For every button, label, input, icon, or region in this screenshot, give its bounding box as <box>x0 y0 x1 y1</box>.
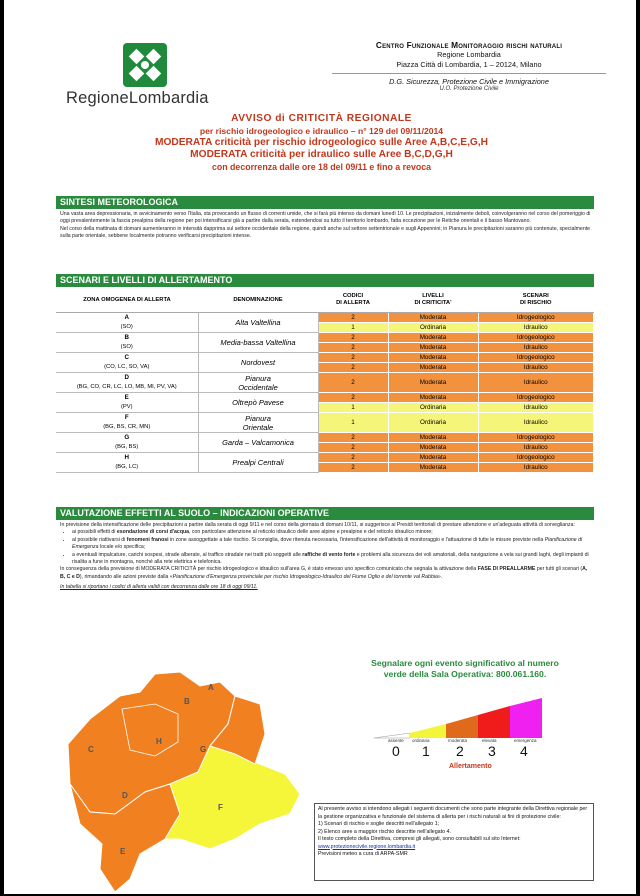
title-line-3: MODERATA criticità per rischio idrogeologico sulle Aree A,B,C,E,G,H <box>154 137 489 148</box>
risk-scenario-cell: Idraulico <box>478 443 594 453</box>
title-line-2: per rischio idrogeologico e idraulico – n° 129 del 09/11/2014 <box>199 126 444 136</box>
criticality-level-cell: Moderata <box>388 353 478 363</box>
col-header-livelli-1: LIVELLI <box>422 293 444 299</box>
scale-segment-1 <box>410 724 446 738</box>
scale-segment-3 <box>478 706 510 738</box>
alert-code-cell: 1 <box>318 403 388 413</box>
zone-letter: B <box>124 334 129 341</box>
scale-number-2: 2 <box>456 743 464 759</box>
risk-scenario-cell: Idrogeologico <box>478 333 594 343</box>
bullet-3-bold: raffiche di vento forte <box>302 551 356 558</box>
bullet-2-pre: al possibile riattivarsi di <box>72 536 127 543</box>
sintesi-text <box>60 211 592 241</box>
criticality-level-cell: Ordinaria <box>388 323 478 333</box>
col-header-scenari-1: SCENARI <box>522 293 549 299</box>
alert-code-cell: 2 <box>318 343 388 353</box>
alert-code-cell: 1 <box>318 413 388 433</box>
zone-letter: F <box>124 414 129 421</box>
bullet-esondazione <box>72 529 592 536</box>
lombardy-zone-map <box>60 664 310 896</box>
signal-line-1: Segnalare ogni evento significativo al numero <box>371 658 559 668</box>
risk-scenario-cell: Idrogeologico <box>478 453 594 463</box>
table-row <box>56 373 594 393</box>
zone-name-line-2: Orientale <box>242 422 274 432</box>
alert-table <box>56 288 594 473</box>
document-page <box>4 0 636 894</box>
consequence-post: ». <box>437 573 443 580</box>
bullet-frane <box>72 537 592 552</box>
risk-scenario-cell: Idraulico <box>478 323 594 333</box>
bullet-1-pre: ai possibili effetti di <box>72 529 117 536</box>
scale-label-0: assente <box>388 738 404 743</box>
protezione-civile-link[interactable]: www.protezionecivile.regione.lombardia.it <box>318 843 416 850</box>
criticality-level-cell: Ordinaria <box>388 403 478 413</box>
zone-provinces: (CO, LC, SO, VA) <box>104 364 150 370</box>
alert-code-cell: 2 <box>318 353 388 363</box>
zone-name-line-2: Occidentale <box>238 382 278 392</box>
valutazione-bullets <box>60 529 592 566</box>
consequence-mid: per tutti gli scenari ( <box>535 566 583 573</box>
col-header-scenari <box>478 288 594 313</box>
alert-code-cell: 2 <box>318 443 388 453</box>
col-header-zona: ZONA OMOGENEA DI ALLERTA <box>56 288 198 313</box>
alert-code-cell: 2 <box>318 313 388 323</box>
col-header-livelli-2: DI CRITICITA' <box>414 300 452 306</box>
zone-name: Nordovest <box>240 358 276 367</box>
risk-scenario-cell: Idrogeologico <box>478 433 594 443</box>
alert-scale <box>374 698 554 770</box>
valutazione-consequence <box>60 566 592 581</box>
zone-name-cell <box>198 453 318 473</box>
sintesi-paragraph-2: Nel corso della mattinata di domani aumenteranno in intensità dapprima sul settore occidentale della regione, quindi anche sul settore settentrionale e sugli Appennini; in Pianura le precipitazioni saranno più contenute, specialmente sulla parte orientale, sebbene localmente potranno verificarsi precipitazioni intense. <box>60 225 591 240</box>
header-divider <box>332 73 606 74</box>
zone-cell <box>56 373 198 393</box>
zone-provinces: (SO) <box>120 344 133 350</box>
consequence-ital: Pianificazione d'Emergenza provinciale per rischio Idrogeologico-Idraulico del Fiume Oglio e del torrente val Rabbia <box>172 573 438 580</box>
zone-letter: C <box>124 354 129 361</box>
consequence-mid-2: ), rimandando alle azioni previste dalla « <box>79 573 173 580</box>
logo-mark-icon <box>123 43 167 87</box>
map-label-h: H <box>156 737 162 746</box>
scale-number-0: 0 <box>392 743 400 759</box>
zone-name: Media-bassa Valtellina <box>220 338 296 347</box>
alert-code-cell: 1 <box>318 323 388 333</box>
map-label-e: E <box>120 847 126 856</box>
zone-name-cell <box>198 413 318 433</box>
criticality-level-cell: Moderata <box>388 343 478 353</box>
bullet-3-post: e problemi alla sicurezza dei voli amatoriali, della navigazione a vela sui grandi laghi, degli impianti di risalita a fune in montagna, nonché alla rete elettrica e telefonica. <box>72 551 589 566</box>
bullet-3-pre: a eventuali impalcature, carichi sospesi, strade alberate, al traffico stradale nei tratti più soggetti alle <box>72 551 303 558</box>
risk-scenario-cell: Idraulico <box>478 403 594 413</box>
scale-label-1: ordinaria <box>412 738 430 743</box>
zone-letter: H <box>124 454 129 461</box>
zone-name: Alta Valtellina <box>235 318 281 327</box>
zone-cell <box>56 433 198 453</box>
alert-code-cell: 2 <box>318 363 388 373</box>
col-header-denominazione: DENOMINAZIONE <box>198 288 318 313</box>
emergency-number-notice <box>359 658 571 680</box>
risk-scenario-cell: Idrogeologico <box>478 313 594 323</box>
zone-name: Garda – Valcamonica <box>222 438 294 447</box>
col-header-codici <box>318 288 388 313</box>
centre-header <box>324 40 614 92</box>
valutazione-intro: In previsione della intensificazione delle precipitazioni a partire dalla serata di oggi 9/11 e nel corso della giornata di domani 10/11, si suggerisce ai Presidi territoriali di prestare attenzione e un'adeguata attività di sorveglianza: <box>60 522 575 528</box>
section-valutazione-heading: VALUTAZIONE EFFETTI AL SUOLO – INDICAZIONI OPERATIVE <box>56 507 594 520</box>
risk-scenario-cell: Idraulico <box>478 463 594 473</box>
criticality-level-cell: Moderata <box>388 453 478 463</box>
map-label-b: B <box>184 697 190 706</box>
alert-code-cell: 2 <box>318 373 388 393</box>
centre-region: Regione Lombardia <box>437 50 501 59</box>
scale-number-1: 1 <box>422 743 430 759</box>
scale-number-4: 4 <box>520 743 528 759</box>
zone-name-cell <box>198 333 318 353</box>
bullet-2-ital: Pianificazione di Emergenza <box>72 536 583 551</box>
zone-name: Pianura <box>245 413 271 423</box>
criticality-level-cell: Moderata <box>388 313 478 323</box>
alert-code-cell: 2 <box>318 463 388 473</box>
scale-label-4: emergenza <box>514 738 537 743</box>
consequence-bold-1: FASE DI PREALLARME <box>477 566 536 573</box>
table-row <box>56 453 594 463</box>
valutazione-footer: In tabella si riportano i codici di allerta validi con decorrenza dalle ore 18 di oggi 09/11. <box>60 584 258 591</box>
alert-code-cell: 2 <box>318 393 388 403</box>
zone-name-cell <box>198 393 318 413</box>
col-header-scenari-2: DI RISCHIO <box>519 300 552 306</box>
risk-scenario-cell: Idraulico <box>478 373 594 393</box>
zone-provinces: (PV) <box>120 404 133 410</box>
dg-line: D.G. Sicurezza, Protezione Civile e Immigrazione <box>389 77 549 86</box>
zone-provinces: (BG, CO, CR, LC, LO, MB, MI, PV, VA) <box>76 384 177 390</box>
zone-provinces: (BG, BS, CR, MN) <box>103 424 151 430</box>
zone-provinces: (BG, BS) <box>115 444 139 450</box>
risk-scenario-cell: Idrogeologico <box>478 353 594 363</box>
bullet-1-post: , con particolare attenzione al reticolo idraulico delle aree alpine e prealpine e del reticolo idraulico minore; <box>189 529 433 536</box>
sintesi-paragraph-1: Una vasta area depressionaria, in avvicinamento verso l'Italia, sta provocando un flusso di correnti umide, che si farà più intenso da domani lunedì 10. Le precipitazioni, inizialmente deboli, coinvolgeranno nel corso del pomeriggio di oggi prevalentemente la fascia prealpina della regione per poi intensificarsi già a partire dalla serata, estendendosi su tutto il territorio lombardo, fatta eccezione per le Retiche orientali e il basso Mantovano. <box>60 211 591 225</box>
map-label-d: D <box>122 791 128 800</box>
note-line-3: 2) Elenco aree a maggior rischio descritte nell'allegato 4. <box>318 828 451 835</box>
signal-line-2: verde della Sala Operativa: 800.061.160. <box>383 669 547 679</box>
note-line-2: 1) Scenari di rischio e soglie descritti nell'allegato 1; <box>318 821 440 827</box>
criticality-level-cell: Ordinaria <box>388 413 478 433</box>
criticality-level-cell: Moderata <box>388 443 478 453</box>
col-header-codici-2: DI ALLERTA <box>336 300 370 306</box>
zone-provinces: (BG, LC) <box>115 464 139 470</box>
map-label-c: C <box>88 745 94 754</box>
zone-name-cell <box>198 353 318 373</box>
title-line-4: MODERATA criticità per idraulico sulle Aree B,C,D,G,H <box>190 149 453 160</box>
section-scenari-heading: SCENARI E LIVELLI DI ALLERTAMENTO <box>56 274 594 287</box>
zone-name: Pianura <box>245 373 271 383</box>
scale-segment-2 <box>446 715 478 738</box>
note-line-4: Il testo completo della Direttiva, compresi gli allegati, sono consultabili sul sito Internet: <box>318 836 521 842</box>
bullet-2-mid: in zone assoggettate a tale rischio. Si consiglia, dove ritenuta necessaria, l'intensificazione dell'attività di monitoraggio e l'attuazione di tutte le misure previste nella <box>168 536 545 543</box>
col-header-codici-1: CODICI <box>342 293 364 299</box>
table-row <box>56 413 594 433</box>
section-sintesi-heading: SINTESI METEOROLOGICA <box>56 196 594 209</box>
scale-number-3: 3 <box>488 743 496 759</box>
map-label-f: F <box>218 803 223 812</box>
logo-wordmark: RegioneLombardia <box>66 89 209 107</box>
note-line-5: Previsioni meteo a cura di ARPA-SMR <box>318 851 408 857</box>
zone-cell <box>56 413 198 433</box>
criticality-level-cell: Moderata <box>388 363 478 373</box>
bullet-2-bold: fenomeni franosi <box>126 536 169 543</box>
alert-code-cell: 2 <box>318 453 388 463</box>
criticality-level-cell: Moderata <box>388 373 478 393</box>
criticality-level-cell: Moderata <box>388 333 478 343</box>
zone-provinces: (SO) <box>120 324 133 330</box>
zone-name: Prealpi Centrali <box>232 458 284 467</box>
table-row <box>56 433 594 443</box>
table-row <box>56 393 594 403</box>
note-line-1: Al presente avviso si intendono allegati i seguenti documenti che sono parte integrante della Direttiva regionale per la gestione organizzativa e funzionale del sistema di allerta per i rischi naturali ai fini di protezione civile: <box>318 806 588 820</box>
zone-cell <box>56 353 198 373</box>
zone-cell <box>56 313 198 333</box>
map-label-a: A <box>208 683 214 692</box>
table-row <box>56 313 594 323</box>
zone-name-cell <box>198 313 318 333</box>
valutazione-text <box>60 522 592 592</box>
col-header-livelli <box>388 288 478 313</box>
uo-line: U.O. Protezione Civile <box>439 86 499 92</box>
attachments-note <box>314 803 594 881</box>
bullet-1-bold: esondazione di corsi d'acqua <box>116 529 190 536</box>
bullet-vento <box>72 552 592 567</box>
criticality-level-cell: Moderata <box>388 393 478 403</box>
consequence-pre: In conseguenza della previsione di MODERATA CRITICITÀ per rischio idrogeologico e idraulico sull'area G, è stato emesso uno specifico comunicato che segnala la attivazione della <box>60 566 478 573</box>
consequence-bold-2: A, B, C e D <box>60 566 588 580</box>
alert-title <box>64 112 579 173</box>
zone-name-cell <box>198 433 318 453</box>
zone-name-cell <box>198 373 318 393</box>
bullet-2-post: locale e/o specifica; <box>98 544 146 551</box>
centre-address: Piazza Città di Lombardia, 1 – 20124, Milano <box>396 60 542 69</box>
alert-code-cell: 2 <box>318 433 388 443</box>
table-row <box>56 353 594 363</box>
risk-scenario-cell: Idraulico <box>478 413 594 433</box>
zone-letter: G <box>124 434 130 441</box>
title-line-5: con decorrenza dalle ore 18 del 09/11 e fino a revoca <box>211 162 432 172</box>
zone-cell <box>56 453 198 473</box>
zone-cell <box>56 393 198 413</box>
risk-scenario-cell: Idraulico <box>478 343 594 353</box>
region-logo <box>66 40 230 110</box>
zone-name: Oltrepò Pavese <box>232 398 284 407</box>
alert-code-cell: 2 <box>318 333 388 343</box>
zone-letter: E <box>124 394 129 401</box>
zone-letter: A <box>124 314 129 321</box>
table-body <box>56 313 594 473</box>
map-label-g: G <box>200 745 207 754</box>
zone-letter: D <box>124 374 129 381</box>
criticality-level-cell: Moderata <box>388 433 478 443</box>
table-header-row <box>56 288 594 313</box>
risk-scenario-cell: Idraulico <box>478 363 594 373</box>
scale-segment-4 <box>510 698 542 738</box>
centre-name: Centro Funzionale Monitoraggio rischi naturali <box>375 40 563 50</box>
zone-cell <box>56 333 198 353</box>
scale-label-3: elevata <box>482 738 497 743</box>
risk-scenario-cell: Idrogeologico <box>478 393 594 403</box>
scale-label-2: moderata <box>448 738 468 743</box>
criticality-level-cell: Moderata <box>388 463 478 473</box>
title-line-1: AVVISO di CRITICITÀ REGIONALE <box>231 113 412 124</box>
table-row <box>56 333 594 343</box>
scale-caption: Allertamento <box>449 763 492 770</box>
